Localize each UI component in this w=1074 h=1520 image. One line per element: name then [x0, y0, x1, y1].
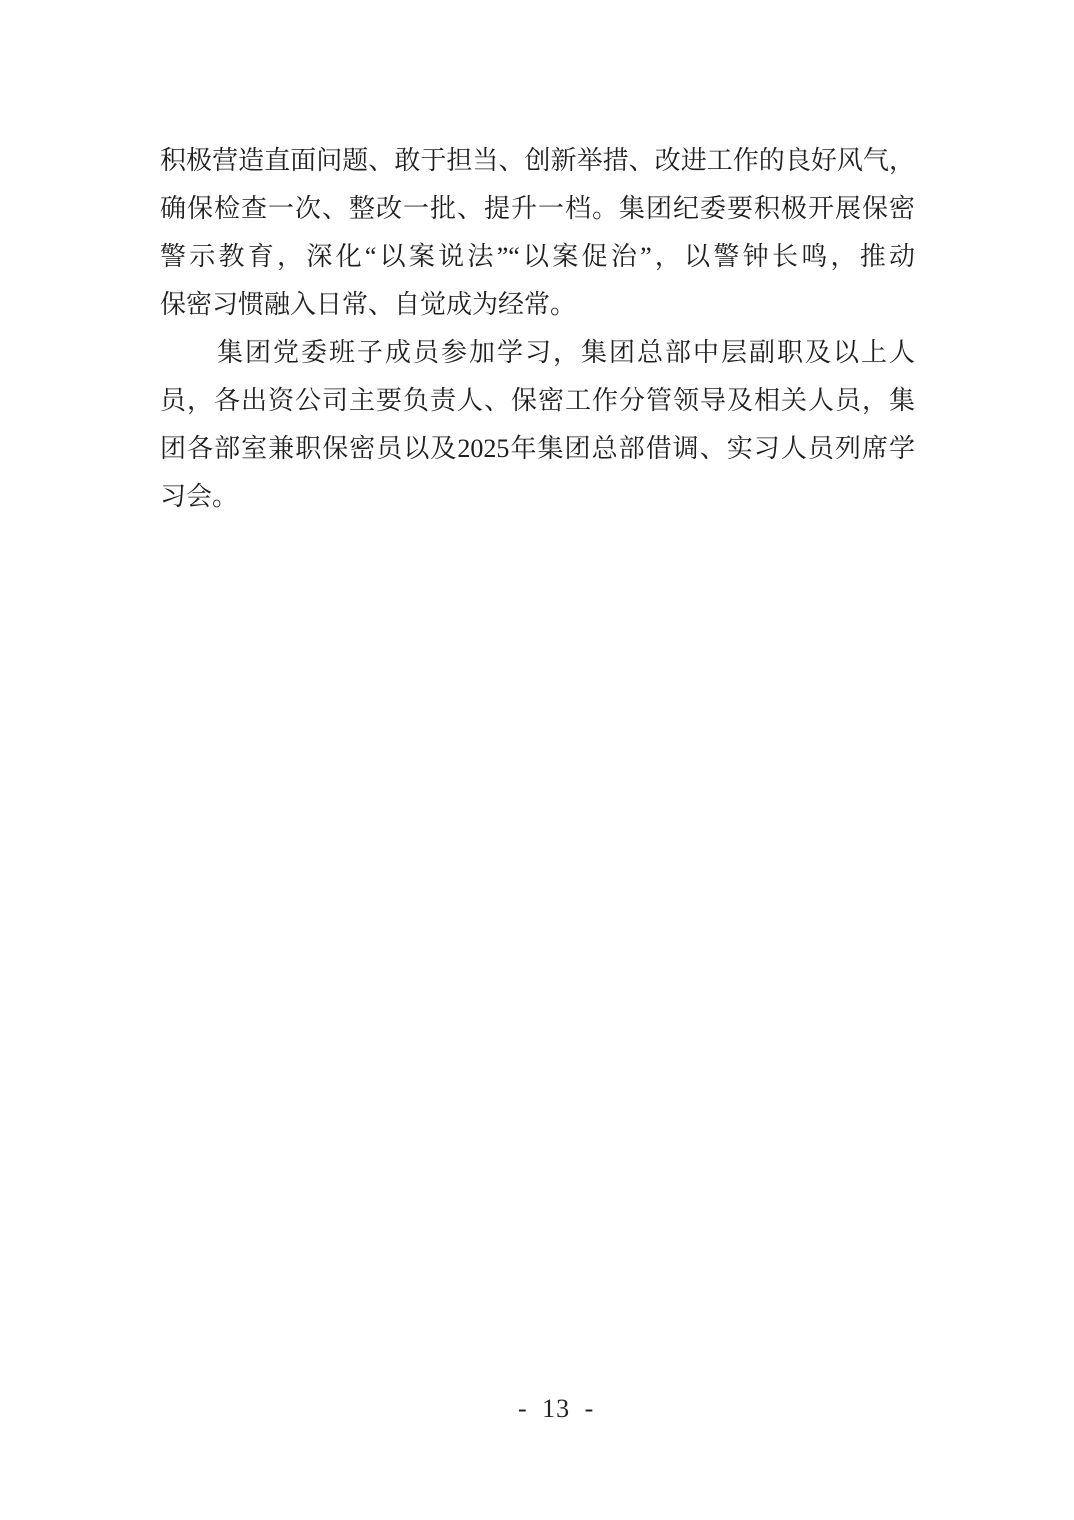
text-line: 团各部室兼职保密员以及2025年集团总部借调、实习人员列席学 — [160, 434, 915, 463]
text-line: 积极营造直面问题、敢于担当、创新举措、改进工作的良好风气， — [160, 146, 915, 175]
text-line: 习会。 — [160, 482, 239, 511]
text-line: 集团党委班子成员参加学习，集团总部中层副职及以上人 — [217, 338, 915, 367]
text-line: 员，各出资公司主要负责人、保密工作分管领导及相关人员，集 — [160, 386, 915, 415]
text-line: 确保检查一次、整改一批、提升一档。集团纪委要积极开展保密 — [160, 194, 915, 223]
page-number: - 13 - — [518, 1394, 595, 1423]
text-line: 保密习惯融入日常、自觉成为经常。 — [160, 290, 577, 319]
body-text — [160, 137, 915, 521]
text-line: 警示教育，深化“以案说法”“以案促治”，以警钟长鸣，推动 — [160, 242, 915, 271]
